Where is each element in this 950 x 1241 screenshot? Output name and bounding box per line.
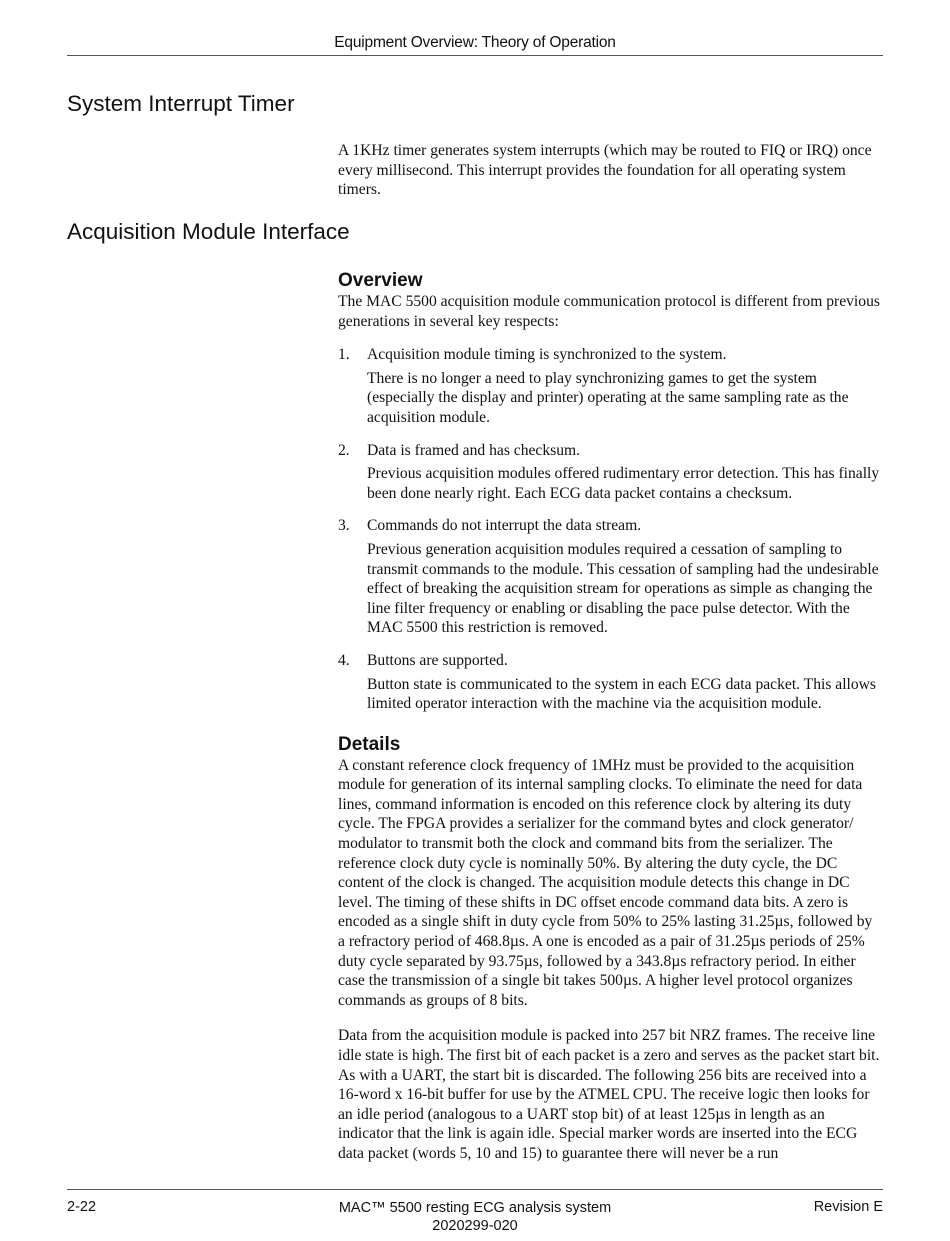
list-item-detail: Previous acquisition modules offered rudimentary error detection. This has finally been done nearly right. Each ECG data packet contains a checksum. (367, 465, 880, 502)
list-item-lead: Acquisition module timing is synchronized to the system. (367, 346, 727, 364)
list-item-detail: Previous generation acquisition modules required a cessation of sampling to transmit commands to the module. This cessation of sampling had the undesirable effect of breaking the acquisition stream for operations as simple as changing the line filter frequency or enabling or disabling the pace pulse detector. With the MAC 5500 this restriction is removed. (367, 540, 879, 637)
list-item-number: 4. (338, 651, 350, 669)
acquisition-body (338, 270, 883, 1164)
details-paragraph-2: Data from the acquisition module is packed into 257 bit NRZ frames. The receive line idle state is high. The first bit of each packet is a zero and serves as the packet start bit. As with a UART, the start bit is discarded. The following 256 bits are received into a 16-word x 16-bit buffer for use by the ATMEL CPU. The receive logic then looks for an idle period (analogous to a UART stop bit) of at least 125µs in length as an indicator that the link is again idle. Special marker words are inserted into the ECG data packet (words 5, 10 and 15) to guarantee there will never be a run (338, 1027, 880, 1162)
product-name: MAC™ 5500 resting ECG analysis system (338, 1200, 612, 1216)
section-title-acquisition-module-interface: Acquisition Module Interface (67, 219, 350, 244)
details-heading: Details (338, 733, 401, 755)
overview-intro: The MAC 5500 acquisition module communication protocol is different from previous generations in several key respects: (338, 293, 880, 330)
list-item-detail: Button state is communicated to the system in each ECG data packet. This allows limited operator interaction with the machine via the acquisition module. (367, 675, 876, 713)
list-item-lead: Buttons are supported. (367, 651, 508, 669)
timer-body (338, 141, 883, 200)
running-header: Equipment Overview: Theory of Operation (334, 34, 616, 51)
list-item-number: 2. (338, 441, 350, 459)
list-item (338, 651, 883, 714)
list-item (338, 441, 883, 504)
header-rule (67, 55, 883, 56)
timer-paragraph: A 1KHz timer generates system interrupts (which may be routed to FIQ or IRQ) once every millisecond. This interrupt provides the foundation for all operating system timers. (338, 142, 872, 199)
page-number: 2-22 (67, 1199, 97, 1215)
list-item-number: 3. (338, 517, 350, 535)
list-item (338, 516, 883, 638)
overview-heading: Overview (338, 270, 423, 291)
footer-product (280, 1199, 670, 1235)
list-item-lead: Commands do not interrupt the data stream. (367, 517, 642, 535)
list-item-lead: Data is framed and has checksum. (367, 441, 581, 459)
section-title-system-interrupt-timer: System Interrupt Timer (67, 91, 295, 116)
footer-rule (67, 1189, 883, 1190)
part-number: 2020299-020 (432, 1218, 518, 1234)
list-item (338, 345, 883, 427)
list-item-detail: There is no longer a need to play synchronizing games to get the system (especially the display and printer) operating at the same sampling rate as the acquisition module. (367, 369, 849, 426)
revision-label: Revision E (813, 1199, 883, 1215)
list-item-number: 1. (338, 346, 350, 364)
details-paragraph-1: A constant reference clock frequency of 1MHz must be provided to the acquisition module for generation of its internal sampling clocks. To eliminate the need for data lines, command information is encoded on this reference clock by altering its duty cycle. The FPGA provides a serializer for the command bytes and clock generator/ modulator to transmit both the clock and command bits from the serializer. The reference clock duty cycle is nominally 50%. By altering the duty cycle, the DC content of the clock is changed. The acquisition module detects this change in DC level. The timing of these shifts in DC offset encode command data bits. A zero is encoded as a single shift in duty cycle from 50% to 25% lasting 31.25µs, followed by a refractory period of 468.8µs. A one is encoded as a pair of 31.25µs periods of 25% duty cycle separated by 93.75µs, followed by a 343.8µs refractory period. In either case the transmission of a single bit takes 500µs. A higher level protocol organizes commands as groups of 8 bits. (338, 756, 873, 1009)
